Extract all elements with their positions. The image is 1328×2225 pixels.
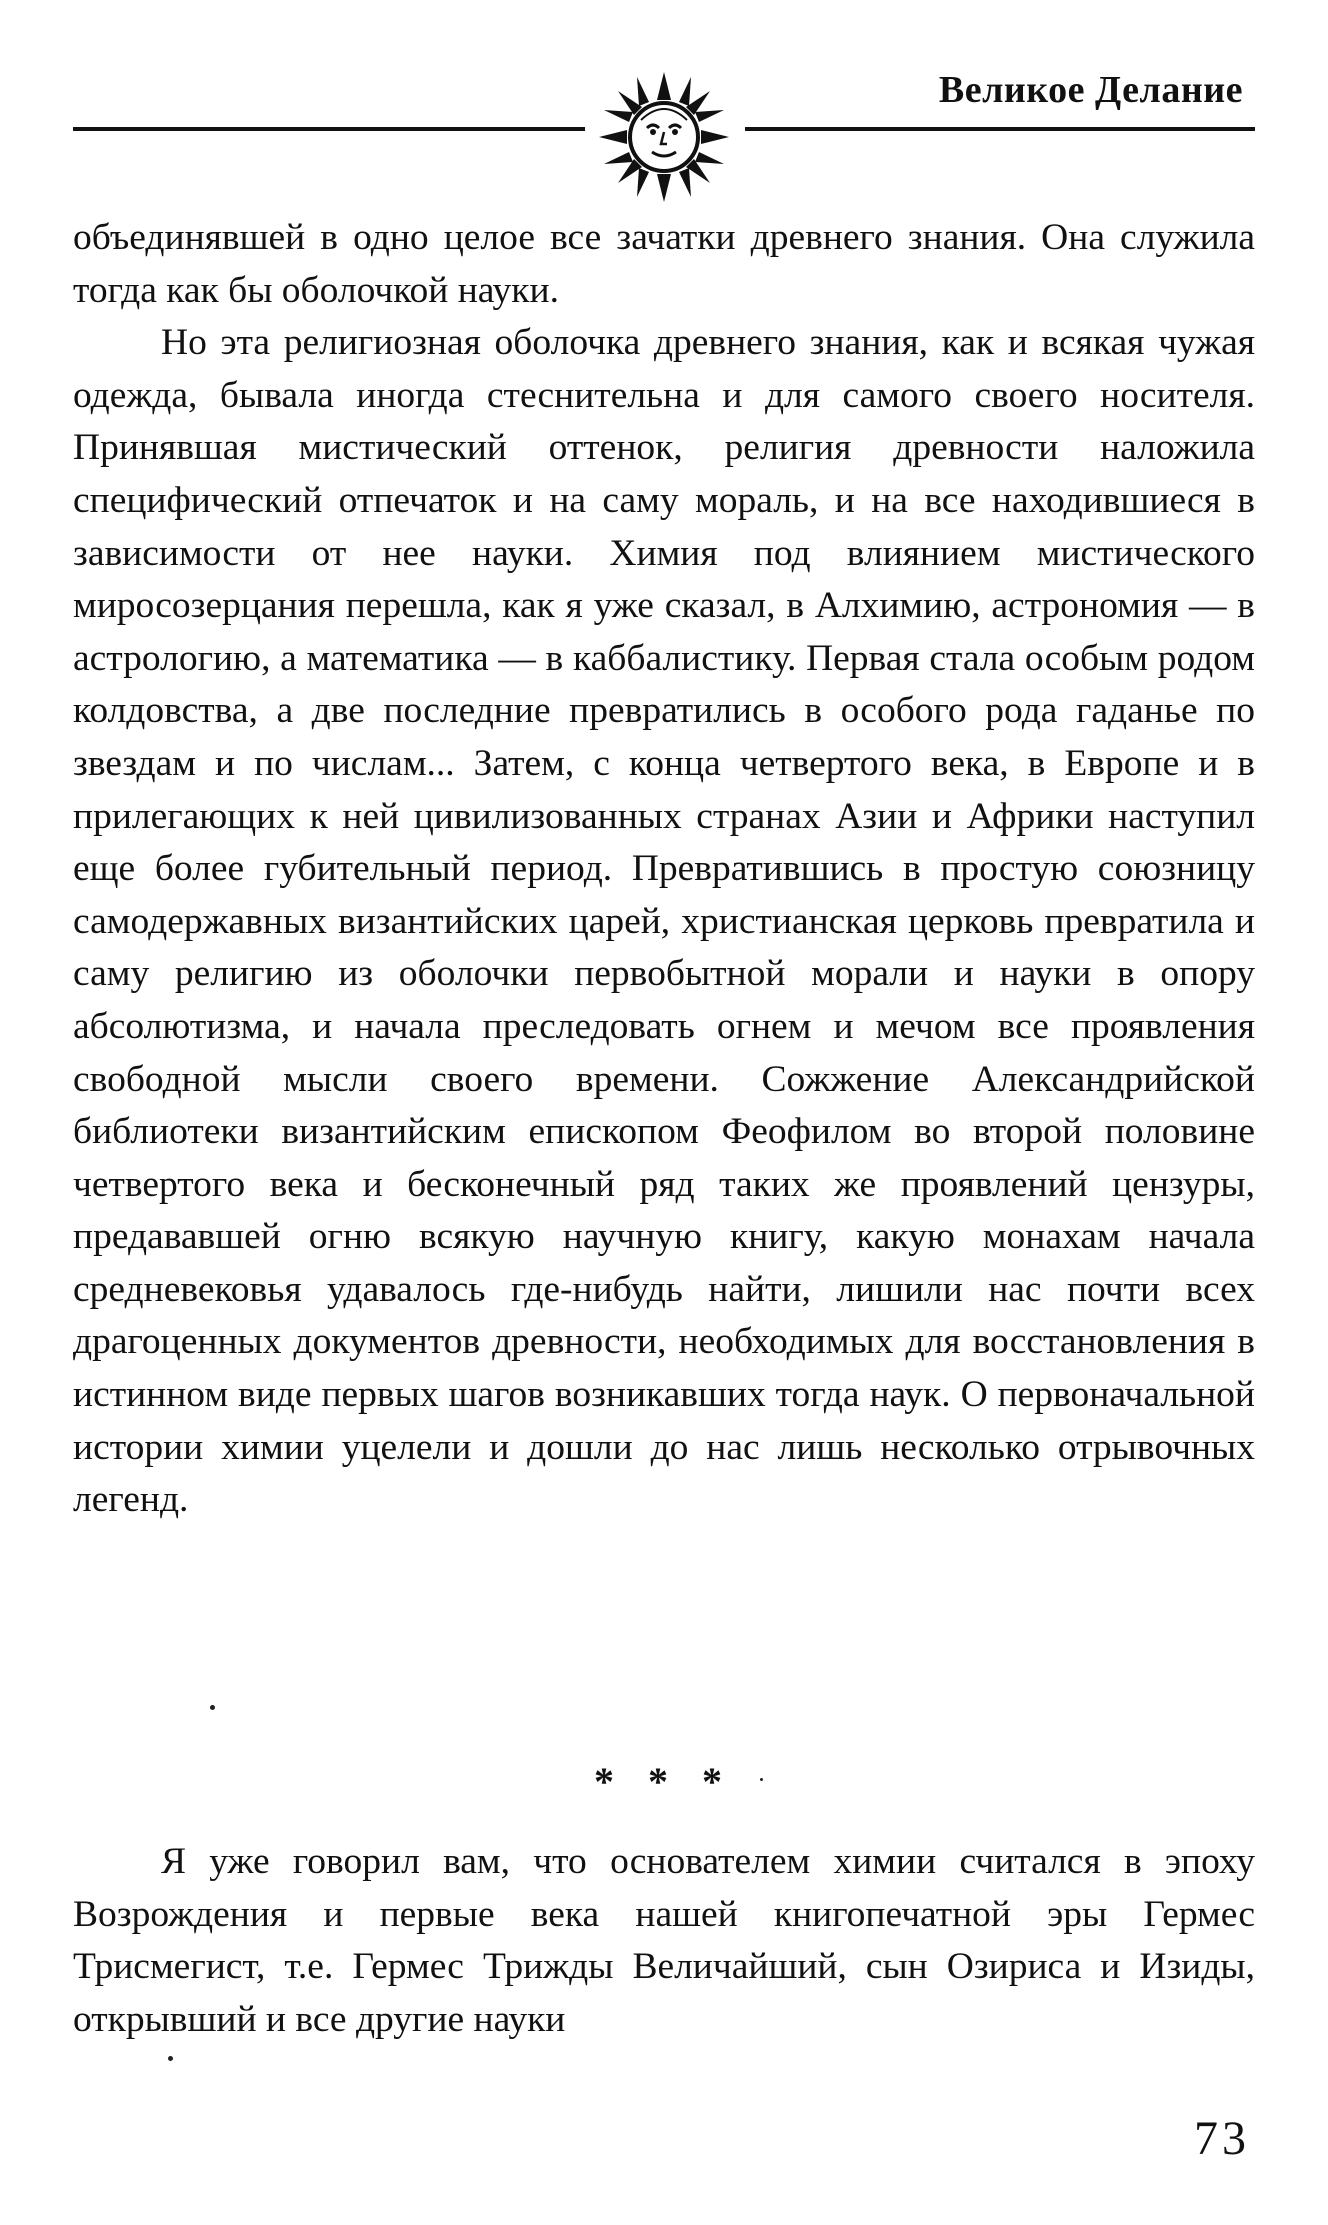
header-rule-left (73, 127, 585, 131)
main-text (73, 212, 1255, 1527)
section-break: * * * (594, 1759, 734, 1804)
page-header (73, 60, 1255, 210)
paragraph-continued: объединявшей в одно целое все зачатки древнего знания. Она служила тогда как бы оболочкой науки. (73, 217, 1255, 311)
print-speck (168, 2056, 173, 2061)
sun-face-icon (597, 70, 731, 204)
paragraph: Но эта религиозная оболочка древнего знания, как и всякая чужая одежда, бывала иногда стеснительна и для самого своего носителя. Принявшая мистический оттенок, религия древности наложила специфический отпечаток и на саму мораль, и на все находившиеся в зависимости от нее науки. Химия под влиянием мистического миросозерцания перешла, как я уже сказал, в Алхимию, астрономия — в астрологию, а математика — в каббалистику. Первая стала особым родом колдовства, а две последние превратились в особого рода гаданье по звездам и по числам... Затем, с конца четвертого века, в Европе и в прилегающих к ней цивилизованных странах Азии и Африки наступил еще более губительный период. Превратившись в простую союзницу самодержавных византийских царей, христианская церковь превратила и саму религию из оболочки первобытной морали и науки в опору абсолютизма, и начала преследовать огнем и мечом все проявления свободной мысли своего времени. Сожжение Александрийской библиотеки византийским епископом Феофилом во второй половине четвертого века и бесконечный ряд таких же проявлений цензуры, предававшей огню всякую научную книгу, какую монахам начала средневековья удавалось где-нибудь найти, лишили нас почти всех драгоценных документов древности, необходимых для восстановления в истинном виде первых шагов возникавших тогда наук. О первоначальной истории химии уцелели и дошли до нас лишь несколько отрывочных легенд. (73, 322, 1255, 1521)
header-rule-right (745, 127, 1255, 131)
page-number: 73 (1194, 2112, 1250, 2165)
print-speck (760, 1778, 763, 1781)
running-title: Великое Делание (938, 69, 1243, 111)
paragraph: Я уже говорил вам, что основателем химии считался в эпоху Возрождения и первые века нашей книгопечатной эры Гермес Трисмегист, т.е. Гермес Трижды Величайший, сын Озириса и Изиды, открывший и все другие науки (73, 1841, 1255, 2040)
print-speck (210, 1705, 215, 1710)
main-text-continued (73, 1836, 1255, 2046)
